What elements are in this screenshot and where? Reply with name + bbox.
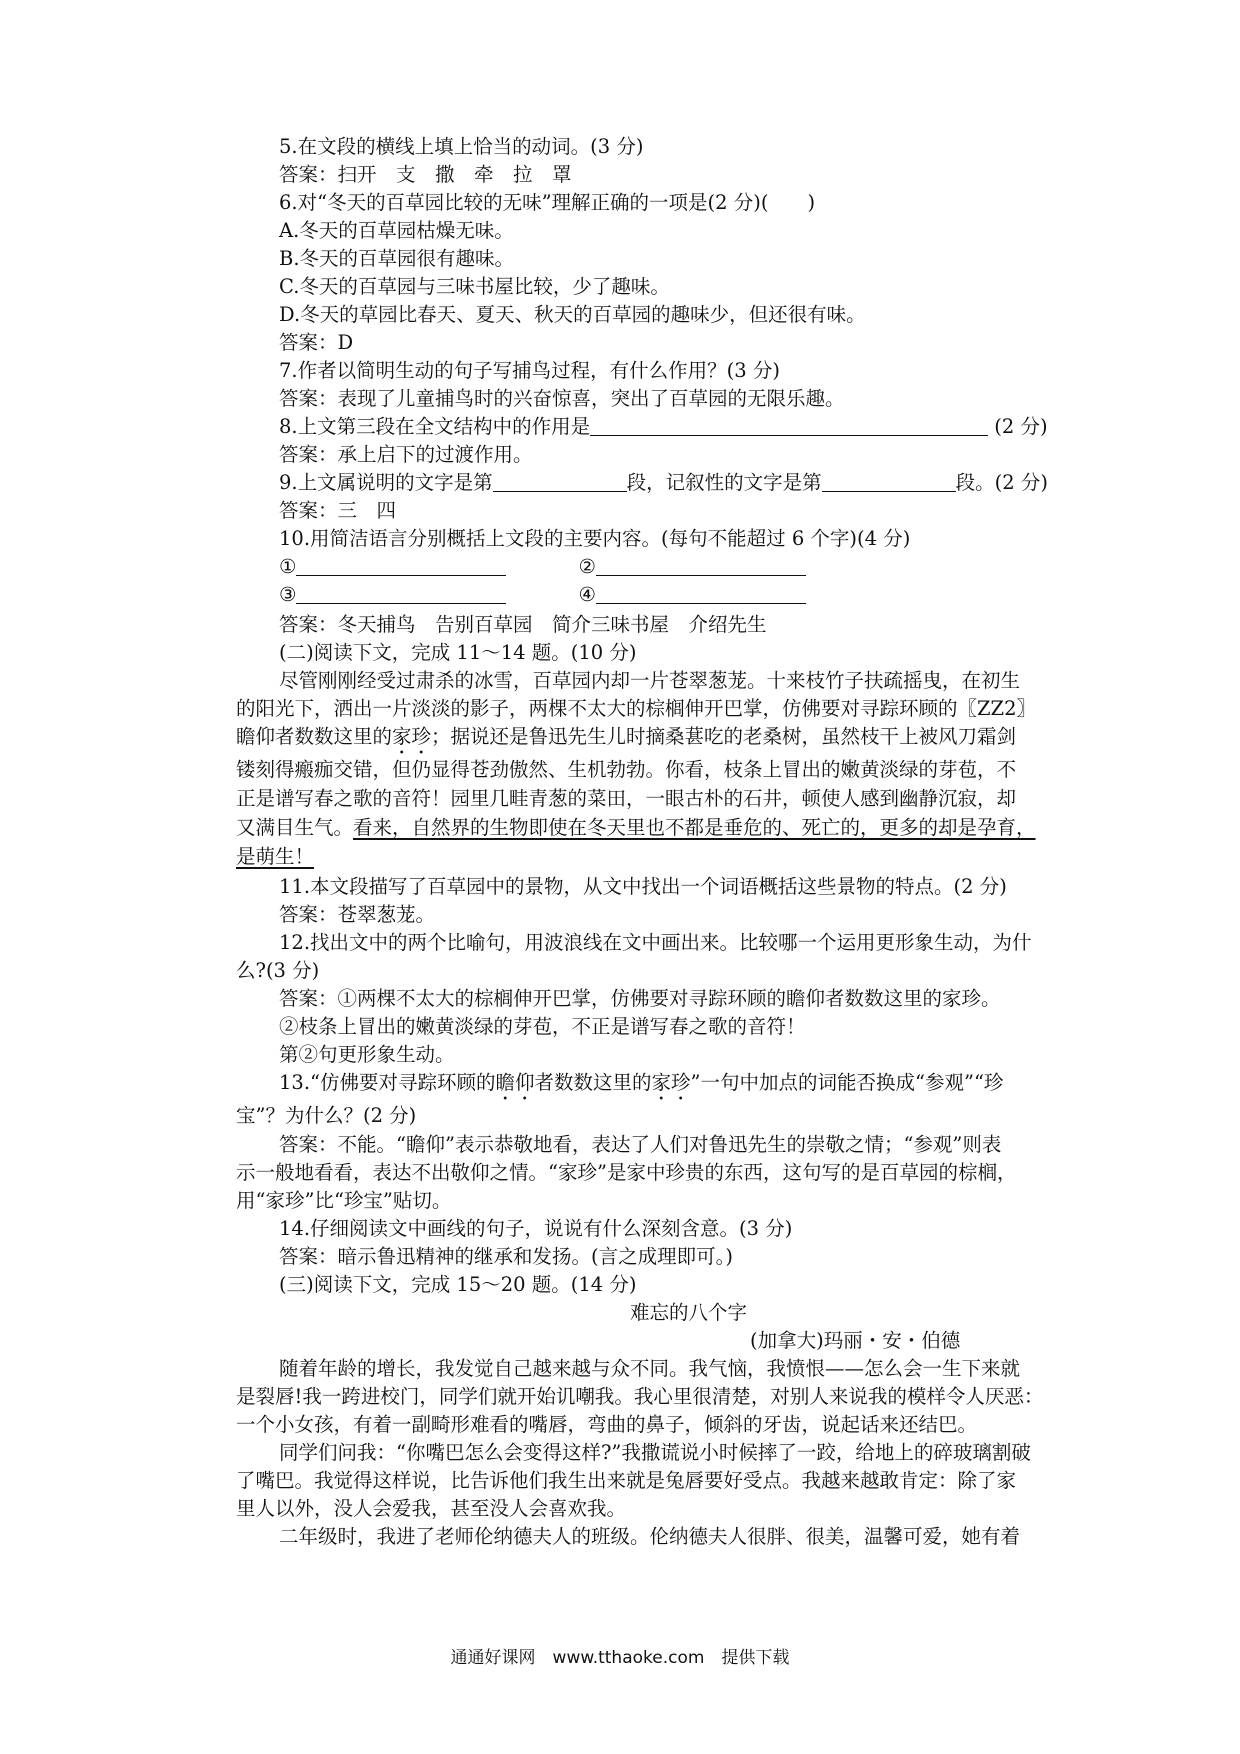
question-13	[279, 1070, 1003, 1105]
circle-1: ①	[279, 555, 297, 578]
passage-line: 尽管刚刚经受过肃杀的冰雪，百草园内却一片苍翠葱茏。十来枝竹子扶疏摇曳，在初生	[279, 669, 1021, 692]
article-line: 里人以外，没人会爱我，甚至没人会喜欢我。	[236, 1497, 627, 1520]
question-11: 11.本文段描写了百草园中的景物，从文中找出一个词语概括这些景物的特点。(2 分)	[279, 875, 1007, 898]
circle-4: ④	[578, 583, 596, 606]
question-9-part-c: 段。(2 分)	[955, 471, 1048, 494]
section-2-heading: (二)阅读下文，完成 11～14 题。(10 分)	[279, 641, 637, 664]
article-line: 是裂唇!我一跨进校门，同学们就开始讥嘲我。我心里很清楚，对别人来说我的模样令人厌恶：	[236, 1385, 1044, 1408]
question-text: 13.“仿佛要对寻踪环顾的	[279, 1071, 496, 1094]
question-14: 14.仔细阅读文中画线的句子，说说有什么深刻含意。(3 分)	[279, 1217, 793, 1240]
article-line: 一个小女孩，有着一副畸形难看的嘴唇，弯曲的鼻子，倾斜的牙齿，说起话来还结巴。	[236, 1413, 978, 1436]
circle-2: ②	[578, 555, 596, 578]
answer-11: 答案：苍翠葱茏。	[279, 903, 436, 926]
answer-row-2	[279, 582, 806, 608]
dotted-word: 家珍	[392, 725, 432, 748]
answer-6: 答案：D	[279, 331, 354, 354]
question-text: ”一句中加点的词能否换成“参观”“珍	[690, 1071, 1004, 1094]
question-8-text: 8.上文第三段在全文结构中的作用是	[279, 415, 591, 438]
fill-blank[interactable]	[596, 583, 806, 604]
passage-line: 镂刻得瘢痂交错，但仍显得苍劲傲然、生机勃勃。你看，枝条上冒出的嫩黄淡绿的芽苞，不	[236, 758, 1017, 781]
question-8-score: (2 分)	[988, 415, 1048, 438]
answer-5: 答案：扫开 支 撒 牵 拉 罩	[279, 163, 572, 186]
passage-text: 者数数这里的	[275, 725, 393, 748]
answer-13-cont: 用“家珍”比“珍宝”贴切。	[236, 1189, 452, 1212]
fill-blank[interactable]	[296, 583, 506, 604]
article-line: 二年级时，我进了老师伦纳德夫人的班级。伦纳德夫人很胖、很美，温馨可爱，她有着	[279, 1525, 1021, 1548]
fill-blank[interactable]	[493, 471, 627, 492]
dotted-word: 家珍	[651, 1071, 691, 1094]
passage-line: 正是谱写春之歌的音符！园里几畦青葱的菜田，一眼古朴的石井，顿使人感到幽静沉寂，却	[236, 787, 1017, 810]
fill-blank[interactable]	[822, 471, 956, 492]
question-text: 者数数这里的	[534, 1071, 652, 1094]
question-7: 7.作者以简明生动的句子写捕鸟过程，有什么作用？(3 分)	[279, 359, 780, 382]
answer-13-cont: 示一般地看看，表达不出敬仰之情。“家珍”是家中珍贵的东西，这句写的是百草园的棕榈，	[236, 1161, 1017, 1184]
question-5: 5.在文段的横线上填上恰当的动词。(3 分)	[279, 135, 644, 158]
fill-blank[interactable]	[596, 555, 806, 576]
question-12: 12.找出文中的两个比喻句，用波浪线在文中画出来。比较哪一个运用更形象生动，为什	[279, 931, 1032, 954]
dotted-word: 瞻仰	[495, 1071, 535, 1094]
answer-13: 答案：不能。“瞻仰”表示恭敬地看，表达了人们对鲁迅先生的崇敬之情；“参观”则表	[279, 1133, 1002, 1156]
question-9-part-a: 9.上文属说明的文字是第	[279, 471, 493, 494]
passage-line	[236, 724, 1016, 759]
answer-12-3: 第②句更形象生动。	[279, 1043, 455, 1066]
passage-line	[236, 844, 314, 870]
article-line: 随着年龄的增长，我发觉自己越来越与众不同。我气恼，我愤恨——怎么会一生下来就	[279, 1357, 1021, 1380]
passage-line: 的阳光下，洒出一片淡淡的影子，两棵不太大的棕榈伸开巴掌，仿佛要对寻踪环顾的〖ZZ2〗	[236, 697, 1037, 720]
passage-line	[236, 815, 1036, 841]
option-c: C.冬天的百草园与三味书屋比较，少了趣味。	[279, 275, 670, 298]
answer-14: 答案：暗示鲁迅精神的继承和发扬。(言之成理即可。)	[279, 1245, 733, 1268]
article-line: 了嘴巴。我觉得这样说，比告诉他们我生出来就是兔唇要好受点。我越来越敢肯定：除了家	[236, 1469, 1017, 1492]
answer-10: 答案：冬天捕鸟 告别百草园 简介三味书屋 介绍先生	[279, 613, 767, 636]
answer-8: 答案：承上启下的过渡作用。	[279, 443, 533, 466]
question-9-part-b: 段，记叙性的文字是第	[626, 471, 822, 494]
circle-3: ③	[279, 583, 297, 606]
answer-12-1: 答案：①两棵不太大的棕榈伸开巴掌，仿佛要对寻踪环顾的瞻仰者数数这里的家珍。	[279, 987, 1001, 1010]
page-footer: 通通好课网 www.tthaoke.com 提供下载	[450, 1648, 790, 1668]
answer-row-1	[279, 554, 806, 580]
article-author: (加拿大)玛丽・安・伯德	[750, 1329, 961, 1352]
passage-text: 瞻仰	[236, 725, 276, 748]
question-8	[279, 414, 1048, 440]
article-line: 同学们问我：“你嘴巴怎么会变得这样?”我撒谎说小时候摔了一跤，给地上的碎玻璃割破	[279, 1441, 1031, 1464]
answer-12-2: ②枝条上冒出的嫩黄淡绿的芽苞，不正是谱写春之歌的音符！	[279, 1015, 806, 1038]
option-a: A.冬天的百草园枯燥无味。	[279, 219, 514, 242]
option-d: D.冬天的草园比春天、夏天、秋天的百草园的趣味少，但还很有味。	[279, 303, 866, 326]
passage-text: 又满目生气。	[236, 816, 354, 839]
underlined-sentence: 看来，自然界的生物即使在冬天里也不都是垂危的、死亡的，更多的却是孕育，	[353, 816, 1036, 839]
fill-blank[interactable]	[296, 555, 506, 576]
question-13-cont: 宝”？为什么？(2 分)	[236, 1104, 417, 1127]
question-6: 6.对“冬天的百草园比较的无味”理解正确的一项是(2 分)( )	[279, 191, 816, 214]
question-10: 10.用简洁语言分别概括上文段的主要内容。(每句不能超过 6 个字)(4 分)	[279, 527, 911, 550]
question-12-cont: 么?(3 分)	[236, 959, 320, 982]
option-b: B.冬天的百草园很有趣味。	[279, 247, 515, 270]
passage-text: ；据说还是鲁迅先生儿时摘桑葚吃的老桑树，虽然枝干上被风刀霜剑	[431, 725, 1017, 748]
question-9	[279, 470, 1048, 496]
answer-7: 答案：表现了儿童捕鸟时的兴奋惊喜，突出了百草园的无限乐趣。	[279, 387, 845, 410]
answer-9: 答案：三 四	[279, 499, 397, 522]
fill-blank[interactable]	[590, 415, 988, 436]
underlined-sentence: 是萌生！	[236, 845, 315, 868]
section-3-heading: (三)阅读下文，完成 15～20 题。(14 分)	[279, 1273, 637, 1296]
article-title: 难忘的八个字	[630, 1301, 748, 1324]
